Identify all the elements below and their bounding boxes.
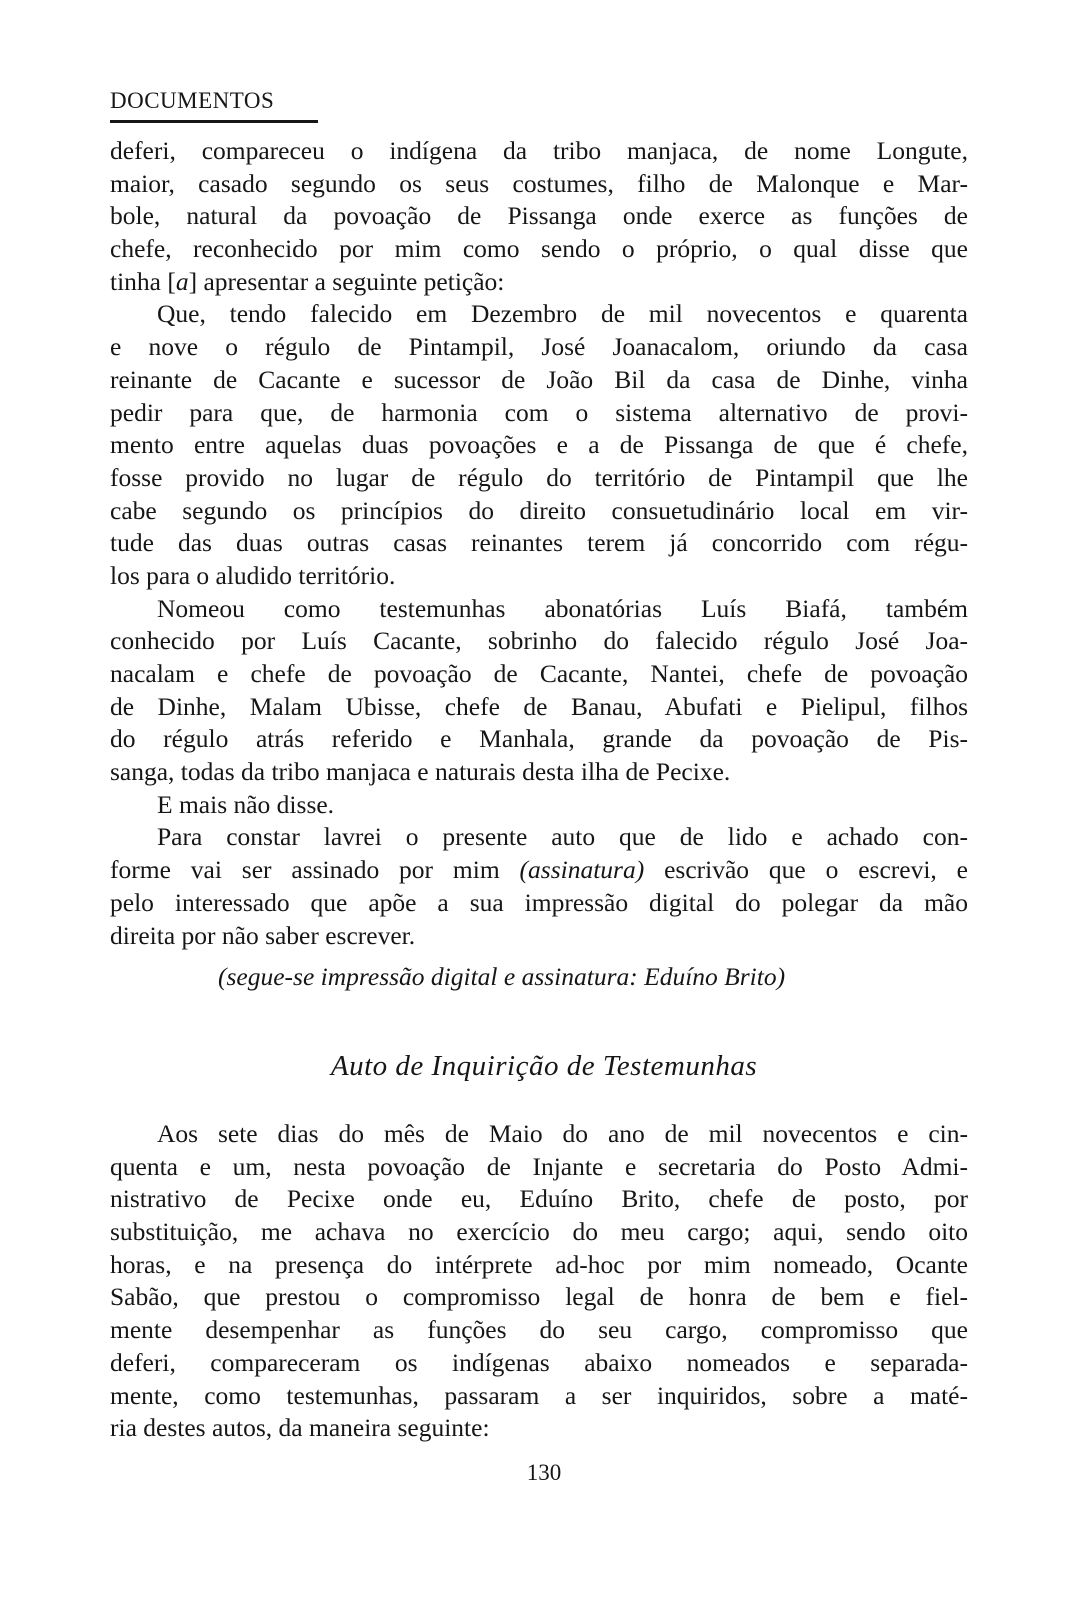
text-line: quenta e um, nesta povoação de Injante e secretaria do Posto Admi-	[110, 1151, 968, 1181]
text-line: reinante de Cacante e sucessor de João Bil da casa de Dinhe, vinha	[110, 364, 968, 394]
text-line: tinha [a] apresentar a seguinte petição:	[110, 266, 505, 296]
text-line: do régulo atrás referido e Manhala, grande da povoação de Pis-	[110, 724, 968, 754]
text-line: cabe segundo os princípios do direito consuetudinário local em vir-	[110, 495, 968, 525]
text-line: pedir para que, de harmonia com o sistema alternativo de provi-	[110, 397, 968, 427]
text-line: ria destes autos, da maneira seguinte:	[110, 1413, 490, 1443]
text-line: E mais não disse.	[157, 789, 335, 819]
text-line: Aos sete dias do mês de Maio do ano de mil novecentos e cin-	[157, 1119, 968, 1148]
text-line: horas, e na presença do intérprete ad-hoc por mim nomeado, Ocante	[110, 1249, 968, 1279]
text-line: tude das duas outras casas reinantes terem já concorrido com régu-	[110, 528, 968, 558]
text-line: maior, casado segundo os seus costumes, filho de Malonque e Mar-	[110, 168, 968, 198]
text-line: nistrativo de Pecixe onde eu, Eduíno Brito, chefe de posto, por	[110, 1184, 968, 1214]
text-line: bole, natural da povoação de Pissanga onde exerce as funções de	[110, 201, 968, 231]
section-1-text	[110, 135, 968, 952]
text-line: chefe, reconhecido por mim como sendo o próprio, o qual disse que	[110, 234, 968, 264]
header-rule	[110, 120, 318, 123]
text-line: nacalam e chefe de povoação de Cacante, Nantei, chefe de povoação	[110, 659, 968, 688]
text-line: mente desempenhar as funções do seu cargo, compromisso que	[110, 1315, 968, 1345]
text-line: Para constar lavrei o presente auto que de lido e achado con-	[157, 822, 968, 852]
text-line: mente, como testemunhas, passaram a ser inquiridos, sobre a maté-	[110, 1380, 968, 1410]
text-line: Que, tendo falecido em Dezembro de mil novecentos e quarenta	[157, 299, 968, 329]
text-line: e nove o régulo de Pintampil, José Joanacalom, oriundo da casa	[110, 332, 968, 362]
signature-note: (segue-se impressão digital e assinatura: Eduíno Brito)	[218, 962, 786, 991]
text-line: de Dinhe, Malam Ubisse, chefe de Banau, Abufati e Pielipul, filhos	[110, 691, 968, 721]
text-line: direita por não saber escrever.	[110, 920, 416, 950]
text-line: fosse provido no lugar de régulo do território de Pintampil que lhe	[110, 462, 968, 492]
section-title: Auto de Inquirição de Testemunhas	[330, 1050, 758, 1082]
section-2-text	[110, 1118, 968, 1445]
text-line: forme vai ser assinado por mim (assinatura) escrivão que o escrevi, e	[110, 855, 968, 885]
text-line: Sabão, que prestou o compromisso legal de honra de bem e fiel-	[110, 1282, 968, 1312]
text-line: pelo interessado que apõe a sua impressão digital do polegar da mão	[110, 887, 968, 917]
text-line: deferi, compareceu o indígena da tribo manjaca, de nome Longute,	[110, 136, 968, 165]
page-number: 130	[526, 1460, 562, 1485]
running-header: DOCUMENTOS	[110, 88, 275, 113]
text-line: substituição, me achava no exercício do meu cargo; aqui, sendo oito	[110, 1217, 968, 1247]
text-line: Nomeou como testemunhas abonatórias Luís Biafá, também	[157, 593, 968, 623]
text-line: sanga, todas da tribo manjaca e naturais desta ilha de Pecixe.	[110, 757, 731, 787]
text-line: deferi, compareceram os indígenas abaixo nomeados e separada-	[110, 1347, 968, 1377]
text-line: los para o aludido território.	[110, 560, 396, 590]
text-line: conhecido por Luís Cacante, sobrinho do falecido régulo José Joa-	[110, 626, 968, 656]
text-line: mento entre aquelas duas povoações e a de Pissanga de que é chefe,	[110, 430, 968, 460]
